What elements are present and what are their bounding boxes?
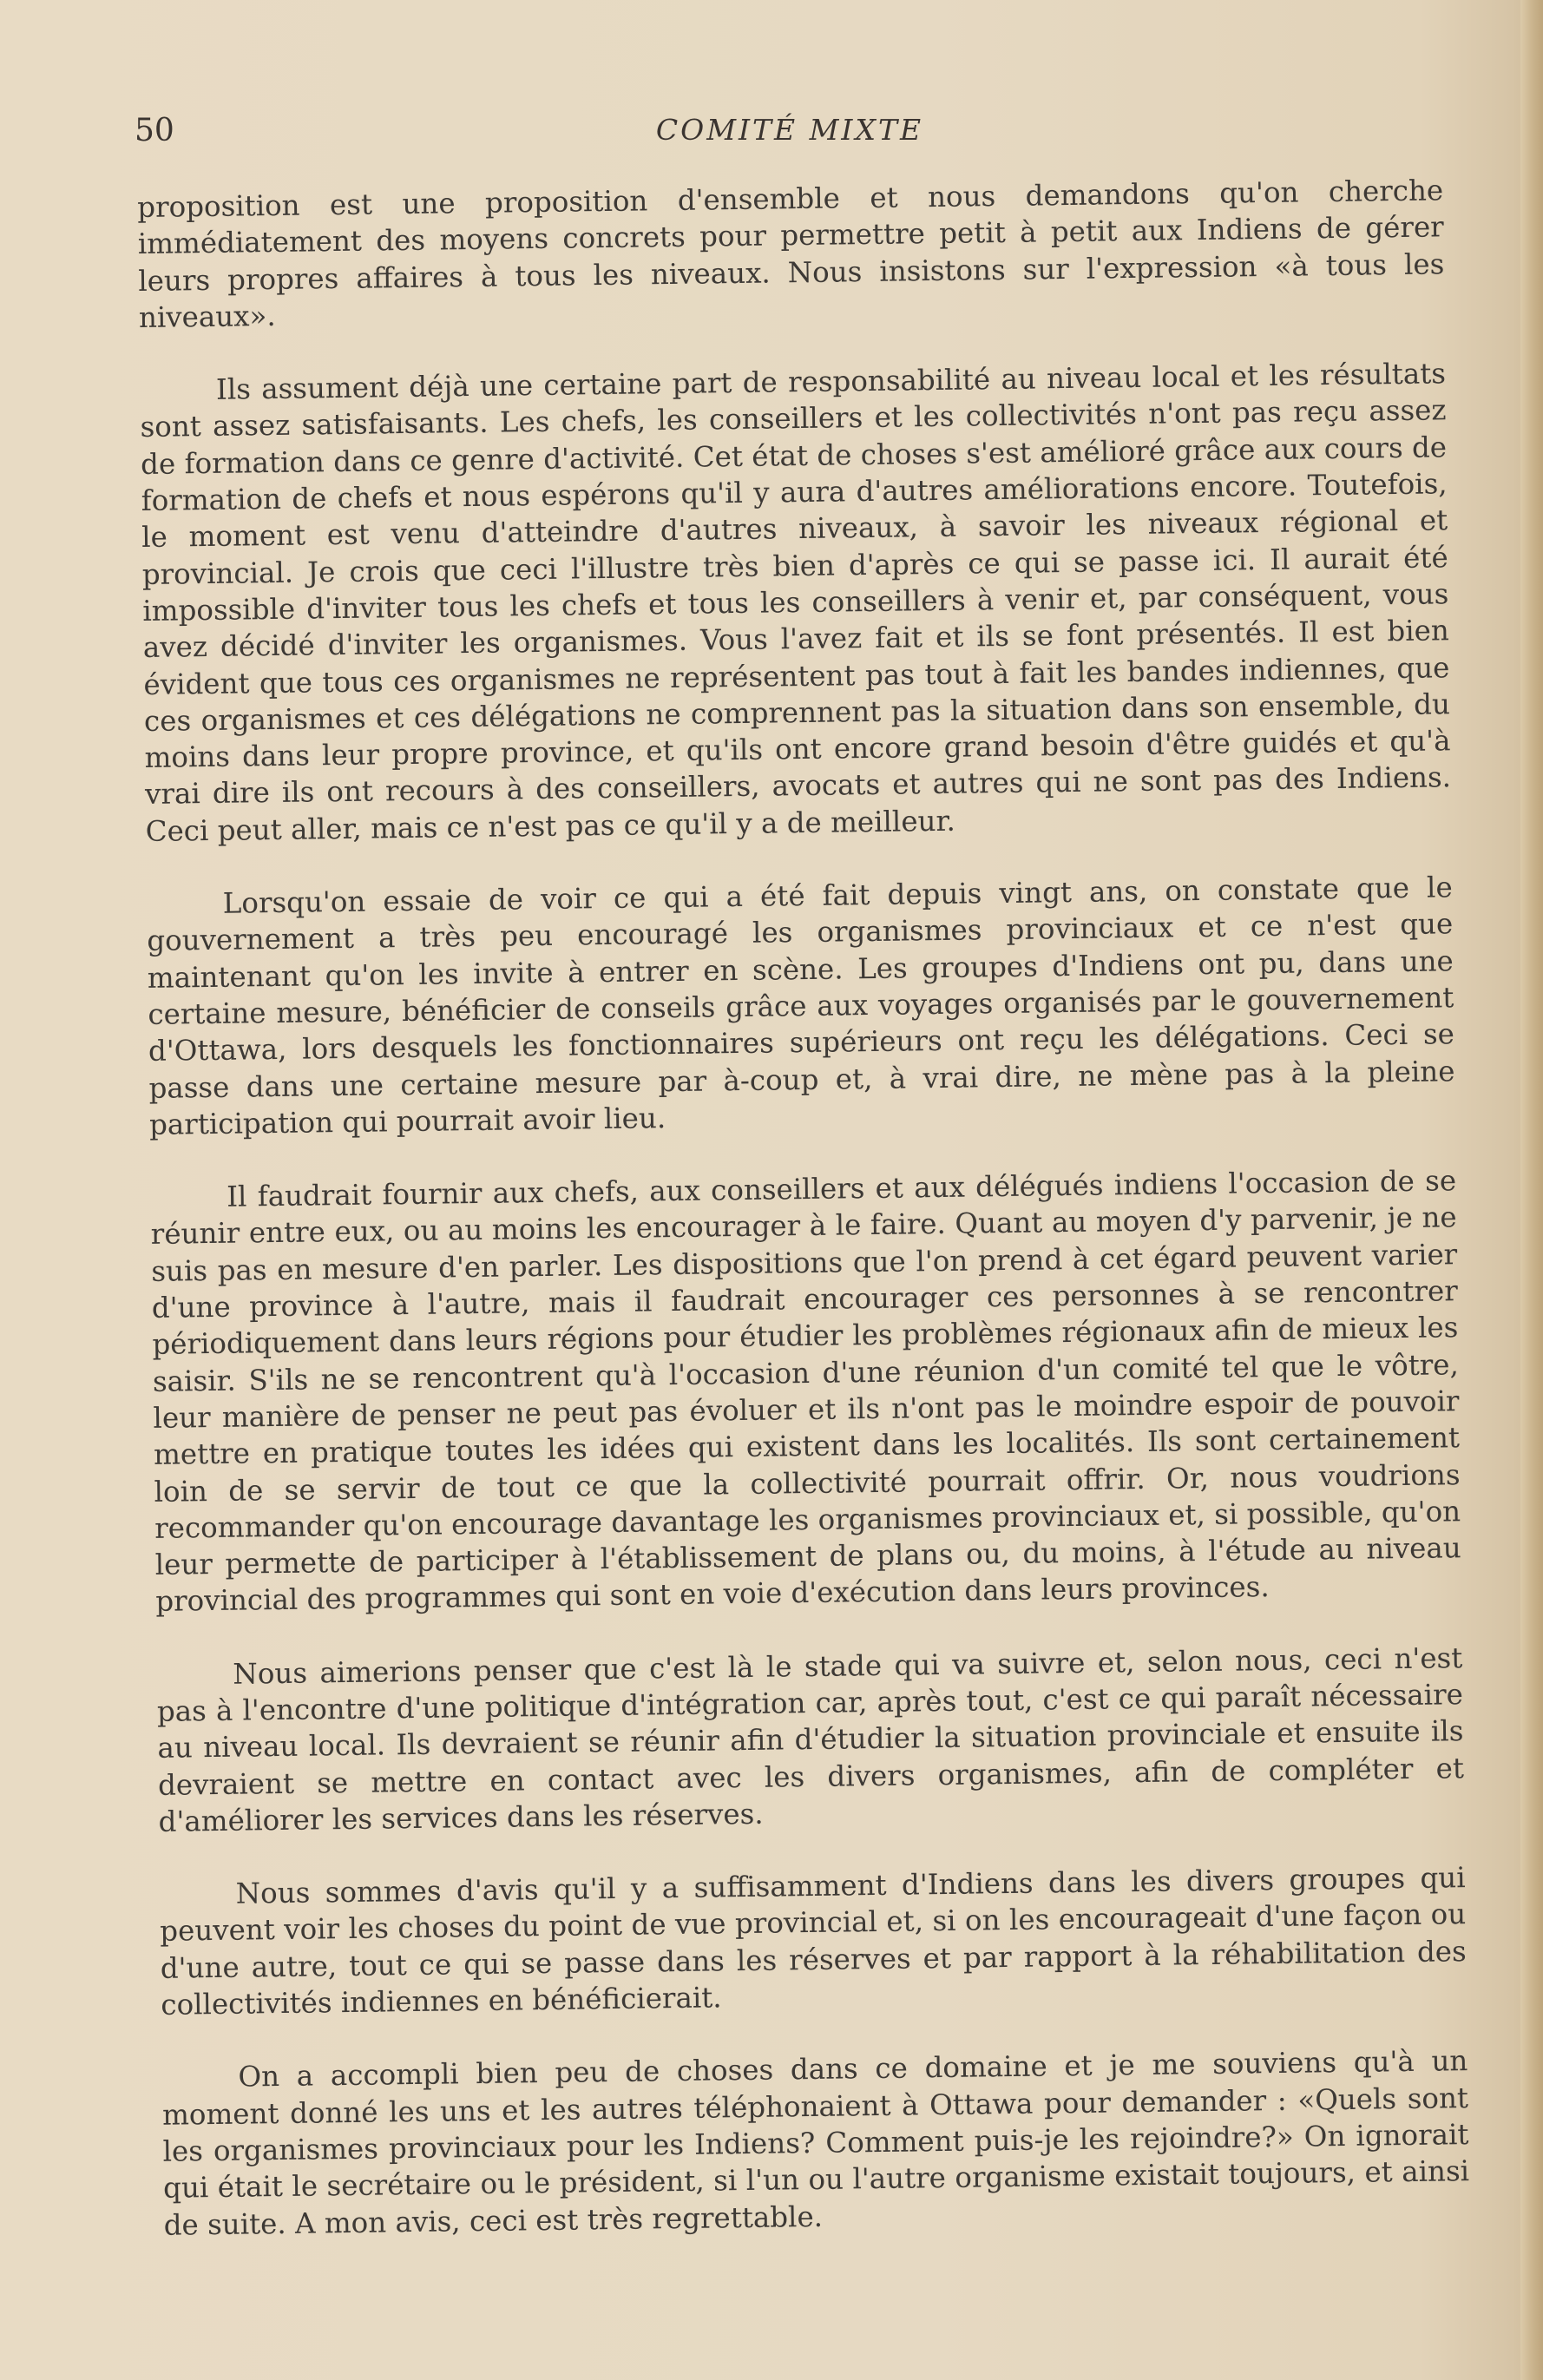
- paragraph: On a accompli bien peu de choses dans ce domaine et je me souviens qu'à un moment donné les uns et les autres téléphonaient à Ottawa pour demander : «Quels sont les organismes provinciaux pour les Indiens? Comment puis-je les rejoindre?» On ignorait qui était le secrétaire ou le président, si l'un ou l'autre organisme existait toujours, et ainsi de suite. A mon avis, ceci est très regrettable.: [161, 2044, 1470, 2242]
- body-text: [137, 172, 1470, 2279]
- paragraph: Lorsqu'on essaie de voir ce qui a été fait depuis vingt ans, on constate que le gouvernement a très peu encouragé les organismes provinciaux et ce n'est que maintenant qu'on les invite à entrer en scène. Les groupes d'Indiens ont pu, dans une certaine mesure, bénéficier de conseils grâce aux voyages organisés par le gouvernement d'Ottawa, lors desquels les fonctionnaires supérieurs ont reçu les délégations. Ceci se passe dans une certaine mesure par à-coup et, à vrai dire, ne mène pas à la pleine participation qui pourrait avoir lieu.: [147, 871, 1455, 1141]
- page-spine-shadow: [1520, 0, 1543, 2380]
- paragraph: Il faudrait fournir aux chefs, aux conseillers et aux délégués indiens l'occasion de se réunir entre eux, ou au moins les encourager à le faire. Quant au moyen d'y parvenir, je ne suis pas en mesure d'en parler. Les dispositions que l'on prend à cet égard peuvent varier d'une province à l'autre, mais il faudrait encourager ces personnes à se rencontrer périodiquement dans leurs régions pour étudier les problèmes régionaux afin de mieux les saisir. S'ils ne se rencontrent qu'à l'occasion d'une réunion d'un comité tel que le vôtre, leur manière de penser ne peut pas évoluer et ils n'ont pas le moindre espoir de pouvoir mettre en pratique toutes les idées qui existent dans les localités. Ils sont certainement loin de se servir de tout ce que la collectivité pourrait offrir. Or, nous voudrions recommander qu'on encourage davantage les organismes provinciaux et, si possible, qu'on leur permette de participer à l'établissement de plans ou, du moins, à l'étude au niveau provincial des programmes qui sont en voie d'exécution dans leurs provinces.: [150, 1164, 1461, 1619]
- running-title: COMITÉ MIXTE: [655, 113, 924, 147]
- paragraph-continuation: proposition est une proposition d'ensemble et nous demandons qu'on cherche immédiatement des moyens concrets pour permettre petit à petit aux Indiens de gérer leurs propres affaires à tous les niveaux. Nous insistons sur l'expression «à tous les niveaux».: [137, 174, 1445, 334]
- paragraph: Ils assument déjà une certaine part de responsabilité au niveau local et les résultats sont assez satisfaisants. Les chefs, les conseillers et les collectivités n'ont pas reçu assez de formation dans ce genre d'activité. Cet état de choses s'est amélioré grâce aux cours de formation de chefs et nous espérons qu'il y aura d'autres améliorations encore. Toutefois, le moment est venu d'atteindre d'autres niveaux, à savoir les niveaux régional et provincial. Je crois que ceci l'illustre très bien d'après ce qui se passe ici. Il aurait été impossible d'inviter tous les chefs et tous les conseillers à venir et, par conséquent, vous avez décidé d'inviter les organismes. Vous l'avez fait et ils se font présentés. Il est bien évident que tous ces organismes ne représentent pas tout à fait les bandes indiennes, que ces organismes et ces délégations ne comprennent pas la situation dans son ensemble, du moins dans leur propre province, et qu'ils ont encore grand besoin d'être guidés et qu'à vrai dire ils ont recours à des conseillers, avocats et autres qui ne sont pas des Indiens. Ceci peut aller, mais ce n'est pas ce qu'il y a de meilleur.: [140, 357, 1452, 848]
- paragraph: Nous sommes d'avis qu'il y a suffisamment d'Indiens dans les divers groupes qui peuvent voir les choses du point de vue provincial et, si on les encourageait d'une façon ou d'une autre, tout ce qui se passe dans les réserves et par rapport à la réhabilitation des collectivités indiennes en bénéficierait.: [160, 1861, 1467, 2022]
- paragraph: Nous aimerions penser que c'est là le stade qui va suivre et, selon nous, ceci n'est pas à l'encontre d'une politique d'intégration car, après tout, c'est ce qui paraît nécessaire au niveau local. Ils devraient se réunir afin d'étudier la situation provinciale et ensuite ils devraient se mettre en contact avec les divers organismes, afin de compléter et d'améliorer les services dans les réserves.: [156, 1640, 1465, 1838]
- page-number: 50: [135, 113, 174, 148]
- page-header: [135, 113, 1445, 165]
